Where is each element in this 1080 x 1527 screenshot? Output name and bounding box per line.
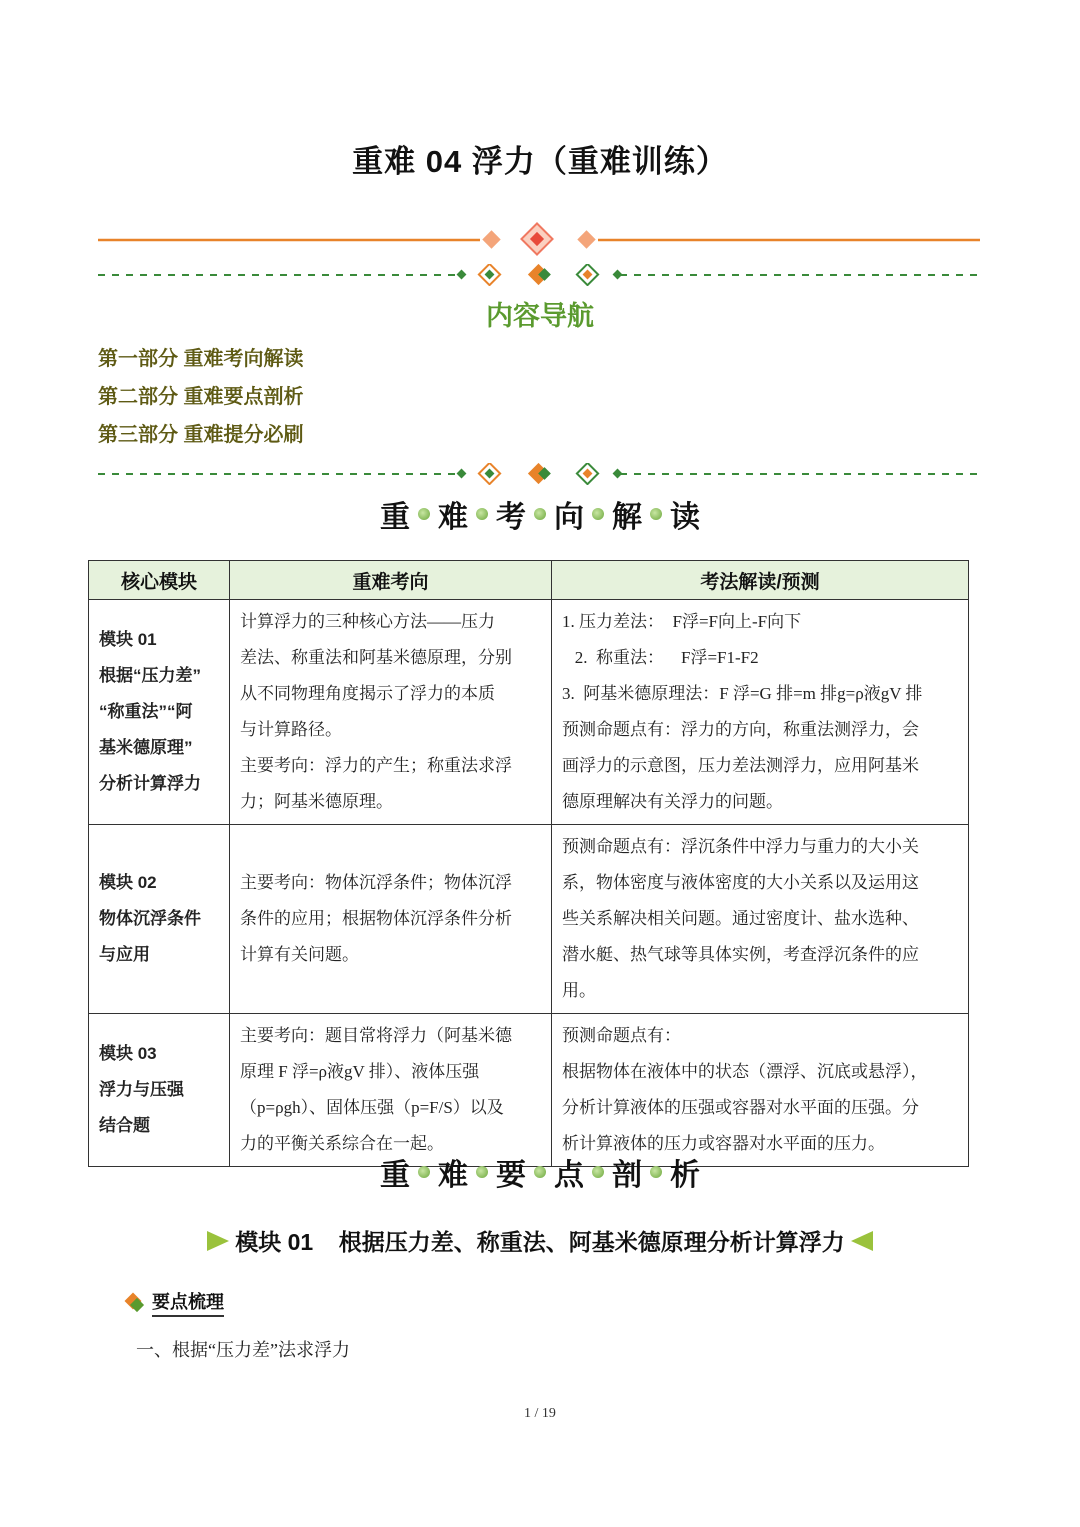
module-line: 与应用 — [99, 945, 150, 964]
section-char: 读 — [670, 501, 700, 534]
cell-line: （p=ρgh）、固体压强（p=F/S）以及 — [240, 1098, 504, 1117]
keypoint-text: 要点梳理 — [152, 1288, 224, 1317]
module-cell — [89, 1014, 230, 1167]
page-title: 重难 04 浮力（重难训练） — [352, 144, 728, 179]
formula-line: 2. 称重法： F浮=F1-F2 — [562, 648, 759, 667]
cell-line: 分析计算液体的压强或容器对水平面的压强。分 — [562, 1098, 919, 1117]
page-number: 1 / 19 — [524, 1406, 556, 1421]
dot-icon — [418, 1166, 430, 1178]
formula-line: 3. 阿基米德原理法：F 浮=G 排=m 排g=ρ液gV 排 — [562, 684, 923, 703]
section-char: 难 — [438, 501, 468, 534]
dot-icon — [592, 1166, 604, 1178]
section-heading-analysis — [0, 492, 1080, 536]
cell-line: 潜水艇、热气球等具体实例，考查浮沉条件的应 — [562, 945, 919, 964]
section-char: 要 — [496, 1159, 526, 1192]
cell-line: 预测命题点有：浮沉条件中浮力与重力的大小关 — [562, 837, 919, 856]
formula-line: 1. 压力差法： F浮=F向上-F向下 — [562, 612, 802, 631]
core-module-table — [88, 560, 969, 1167]
module-line: 浮力与压强 — [99, 1080, 184, 1099]
header-direction: 重难考向 — [230, 561, 552, 600]
section-char: 解 — [612, 501, 642, 534]
header-core-module: 核心模块 — [89, 561, 230, 600]
cell-line: 析计算液体的压力或容器对水平面的压力。 — [562, 1134, 885, 1153]
diamond-icon — [122, 1292, 148, 1314]
nav-item-part1[interactable]: 第一部分 重难考向解读 — [98, 348, 304, 370]
top-ornament — [98, 222, 980, 258]
nav-title: 内容导航 — [486, 301, 594, 331]
nav-item-part2[interactable]: 第二部分 重难要点剖析 — [98, 386, 304, 408]
analysis-cell — [552, 825, 969, 1014]
cell-line: 画浮力的示意图，压力差法测浮力，应用阿基米 — [562, 756, 919, 775]
module-line: “称重法”“阿 — [99, 702, 193, 721]
dot-icon — [650, 508, 662, 520]
table-row — [89, 600, 969, 825]
cell-line: 预测命题点有： — [562, 1026, 681, 1045]
section-char: 重 — [380, 501, 410, 534]
cell-line: 主要考向：物体沉浮条件；物体沉浮 — [240, 873, 512, 892]
cell-line: 计算有关问题。 — [240, 945, 359, 964]
module-cell — [89, 825, 230, 1014]
dot-icon — [476, 508, 488, 520]
nav-item-part3[interactable]: 第三部分 重难提分必刷 — [98, 424, 304, 446]
analysis-cell — [552, 1014, 969, 1167]
section-heading-keypoints — [0, 1150, 1080, 1194]
section-char: 点 — [554, 1159, 584, 1192]
module-line: 分析计算浮力 — [99, 774, 201, 793]
cell-line: 德原理解决有关浮力的问题。 — [562, 792, 783, 811]
cell-line: 用。 — [562, 981, 596, 1000]
cell-line: 主要考向：题目常将浮力（阿基米德 — [240, 1026, 512, 1045]
module-line: 结合题 — [99, 1116, 150, 1135]
module-line: 基米德原理” — [99, 738, 193, 757]
dot-icon — [476, 1166, 488, 1178]
header-analysis: 考法解读/预测 — [552, 561, 969, 600]
cell-line: 差法、称重法和阿基米德原理，分别 — [240, 648, 512, 667]
cell-line: 从不同物理角度揭示了浮力的本质 — [240, 684, 495, 703]
section-char: 重 — [380, 1159, 410, 1192]
direction-cell — [230, 600, 552, 825]
module-line: 物体沉浮条件 — [99, 909, 201, 928]
module-line: 根据“压力差” — [99, 666, 201, 685]
cell-line: 系，物体密度与液体密度的大小关系以及运用这 — [562, 873, 919, 892]
cell-line: 力；阿基米德原理。 — [240, 792, 393, 811]
keypoint-label — [122, 1288, 224, 1317]
dot-icon — [534, 1166, 546, 1178]
dashed-divider-top — [98, 264, 980, 286]
dot-icon — [650, 1166, 662, 1178]
module-line: 模块 01 — [99, 630, 157, 649]
cell-line: 计算浮力的三种核心方法——压力 — [240, 612, 495, 631]
dashed-divider-bottom — [98, 463, 980, 485]
module-heading-text: 模块 01 根据压力差、称重法、阿基米德原理分析计算浮力 — [235, 1229, 845, 1255]
triangle-right-icon — [207, 1231, 229, 1251]
section-char: 考 — [496, 501, 526, 534]
table-header-row — [89, 561, 969, 600]
table-row — [89, 1014, 969, 1167]
cell-line: 主要考向：浮力的产生；称重法求浮 — [240, 756, 512, 775]
cell-line: 些关系解决相关问题。通过密度计、盐水选种、 — [562, 909, 919, 928]
table-row — [89, 825, 969, 1014]
cell-line: 力的平衡关系综合在一起。 — [240, 1134, 444, 1153]
module-cell — [89, 600, 230, 825]
paragraph-pressure-difference: 一、根据“压力差”法求浮力 — [136, 1340, 350, 1360]
section-char: 向 — [554, 501, 584, 534]
module-line: 模块 03 — [99, 1044, 157, 1063]
section-char: 剖 — [612, 1159, 642, 1192]
cell-line: 预测命题点有：浮力的方向，称重法测浮力，会 — [562, 720, 919, 739]
cell-line: 根据物体在液体中的状态（漂浮、沉底或悬浮）， — [562, 1062, 928, 1081]
direction-cell — [230, 825, 552, 1014]
cell-line: 与计算路径。 — [240, 720, 342, 739]
dot-icon — [418, 508, 430, 520]
direction-cell — [230, 1014, 552, 1167]
cell-line: 条件的应用；根据物体沉浮条件分析 — [240, 909, 512, 928]
analysis-cell — [552, 600, 969, 825]
module-heading — [0, 1224, 1080, 1257]
dot-icon — [534, 508, 546, 520]
section-char: 析 — [670, 1159, 700, 1192]
section-char: 难 — [438, 1159, 468, 1192]
cell-line: 原理 F 浮=ρ液gV 排）、液体压强 — [240, 1062, 480, 1081]
module-line: 模块 02 — [99, 873, 157, 892]
triangle-left-icon — [851, 1231, 873, 1251]
dot-icon — [592, 508, 604, 520]
